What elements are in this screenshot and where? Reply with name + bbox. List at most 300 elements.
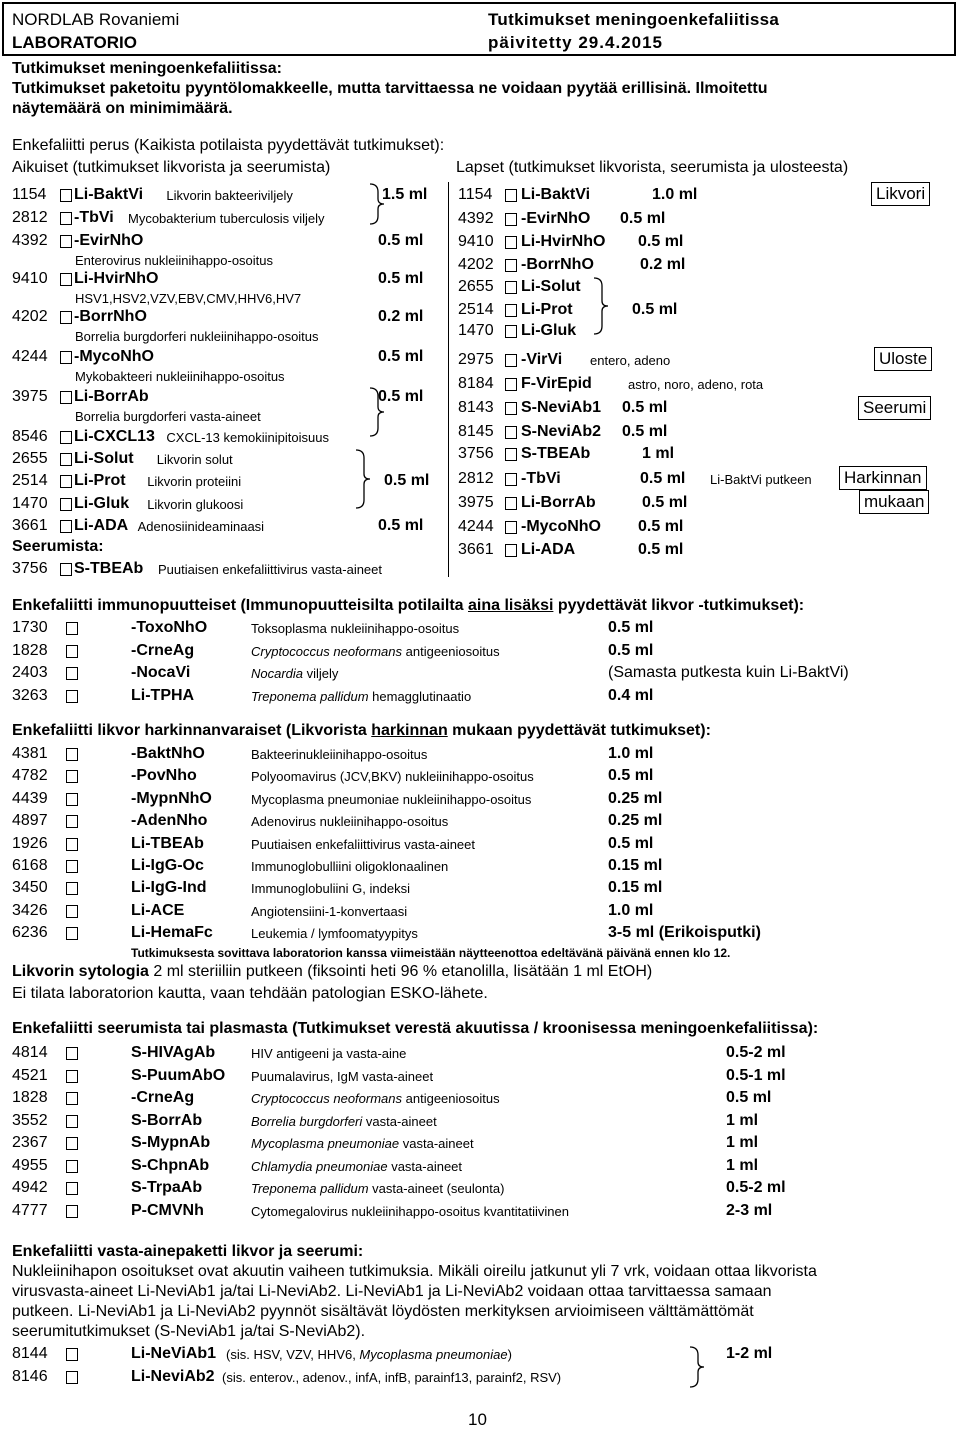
test-code: 2514	[458, 301, 494, 318]
test-name: -TbVi	[74, 209, 114, 226]
test-desc: astro, noro, adeno, rota	[628, 377, 764, 392]
test-note: Li-BaktVi putkeen	[710, 472, 812, 487]
test-code: 4942	[12, 1179, 48, 1196]
checkbox-icon[interactable]	[60, 311, 72, 324]
test-name: -BorrNhO	[74, 308, 147, 325]
test-desc	[251, 881, 410, 896]
test-desc: Mycobakterium tuberculosis viljely	[128, 211, 325, 226]
test-desc-text: vasta-aineet	[387, 1158, 463, 1174]
test-amount: 0.5 ml	[378, 270, 424, 287]
test-code: 3975	[12, 388, 48, 405]
test-name: S-ChpnAb	[131, 1156, 210, 1174]
checkbox-icon[interactable]	[505, 521, 517, 534]
test-desc: Borrelia burgdorferi vasta-aineet	[75, 409, 261, 424]
test-desc	[251, 1091, 500, 1106]
test-amount: 0.5 ml	[638, 233, 684, 250]
test-desc-text: Leukemia / lymfoomatyypitys	[251, 926, 418, 942]
brace-nevi	[688, 1345, 708, 1389]
test-code: 3426	[12, 901, 48, 919]
test-desc	[251, 904, 407, 919]
test-desc	[251, 1204, 569, 1219]
brace-baktvi	[368, 182, 388, 226]
test-code: 4202	[458, 256, 494, 273]
checkbox-icon[interactable]	[66, 690, 78, 703]
test-amount: 0.5 ml	[608, 641, 654, 659]
test-desc-organism: Nocardia	[251, 666, 304, 681]
test-code: 8144	[12, 1345, 48, 1362]
column-divider	[448, 182, 449, 577]
test-name: -BaktNhO	[131, 745, 205, 762]
checkbox-icon[interactable]	[66, 927, 78, 940]
test-code: 8145	[458, 423, 494, 440]
test-amount: 0.5 ml	[608, 834, 654, 852]
test-name: -NocaVi	[131, 664, 191, 681]
checkbox-icon[interactable]	[66, 905, 78, 918]
test-amount: 0.15 ml	[608, 879, 663, 897]
test-code: 3756	[12, 560, 48, 577]
test-desc: Enterovirus nukleiinihappo-osoitus	[75, 253, 274, 268]
test-desc	[251, 769, 534, 784]
checkbox-icon[interactable]	[66, 1137, 78, 1150]
test-code: 1154	[458, 186, 493, 203]
test-name: -MycoNhO	[74, 348, 154, 365]
test-amount: (Samasta putkesta kuin Li-BaktVi)	[608, 664, 849, 681]
checkbox-icon[interactable]	[66, 860, 78, 873]
checkbox-icon[interactable]	[60, 475, 72, 488]
checkbox-icon[interactable]	[505, 213, 517, 226]
checkbox-icon[interactable]	[66, 838, 78, 851]
likvori-box: Likvori	[871, 182, 930, 206]
test-amount: 0.2 ml	[640, 256, 686, 273]
test-code: 1828	[12, 1089, 48, 1106]
lab-dept: LABORATORIO	[12, 33, 137, 52]
checkbox-icon[interactable]	[60, 351, 72, 364]
test-name: Li-TPHA	[131, 686, 195, 704]
test-desc-text: hemagglutinaatio	[368, 688, 472, 704]
test-name: Li-IgG-Ind	[131, 879, 207, 897]
intro-line1: Tutkimukset paketoitu pyyntölomakkeelle, mutta tarvittaessa ne voidaan pyytää erillisinä. Ilmoitettu	[12, 80, 768, 97]
test-code: 3450	[12, 879, 48, 897]
test-desc-text: HIV antigeeni ja vasta-aine	[251, 1046, 407, 1061]
brace-children-solut	[592, 276, 612, 336]
test-amount: 0.5 ml	[378, 517, 424, 534]
checkbox-icon[interactable]	[66, 770, 78, 783]
test-name: Li-HvirNhO	[521, 233, 606, 250]
test-desc	[251, 1046, 406, 1061]
test-desc	[251, 926, 418, 941]
test-code: 6236	[12, 924, 48, 942]
test-name: F-VirEpid	[521, 375, 592, 392]
test-amount: 1.0 ml	[608, 745, 654, 762]
checkbox-icon[interactable]	[66, 1115, 78, 1128]
test-code: 2367	[12, 1134, 48, 1151]
test-desc-organism: Cryptococcus neoformans	[251, 643, 403, 659]
checkbox-icon[interactable]	[66, 815, 78, 828]
test-amount: 0.5 ml	[378, 388, 424, 405]
test-desc-organism: Borrelia burgdorferi	[251, 1113, 363, 1129]
harkinnan-title: Enkefaliitti likvor harkinnanvaraiset (Likvorista harkinnan mukaan pyydettävät tutkimukset):	[12, 722, 711, 739]
test-desc	[251, 1136, 474, 1151]
test-name: S-BorrAb	[131, 1111, 203, 1129]
doc-title: Tutkimukset meningoenkefaliitissa	[488, 10, 780, 29]
test-amount: 0.5 ml	[378, 232, 424, 249]
test-desc: Mykobakteeri nukleiinihappo-osoitus	[75, 369, 285, 384]
test-desc	[251, 1114, 437, 1129]
checkbox-icon[interactable]	[66, 882, 78, 895]
test-desc-organism: Treponema pallidum	[251, 1181, 369, 1196]
test-amount: 0.5-2 ml	[726, 1179, 786, 1196]
adults-header: Aikuiset (tutkimukset likvorista ja seerumista)	[12, 159, 331, 176]
test-desc: Adenosiinideaminaasi	[137, 519, 265, 534]
test-desc-text: Mycoplasma pneumoniae nukleiinihappo-osoitus	[251, 791, 532, 807]
mukaan-box: mukaan	[859, 490, 929, 514]
test-name: S-NeviAb2	[521, 423, 602, 440]
test-code: 9410	[458, 233, 494, 250]
test-desc-text: viljely	[303, 666, 339, 681]
test-desc	[251, 859, 448, 874]
checkbox-icon[interactable]	[66, 1092, 78, 1105]
test-code: 3661	[12, 517, 48, 534]
test-code: 3661	[458, 541, 494, 558]
doc-date: päivitetty 29.4.2015	[488, 33, 663, 52]
checkbox-icon[interactable]	[60, 563, 72, 576]
brace-solut	[354, 448, 374, 510]
test-amount: 0.5-2 ml	[726, 1044, 786, 1061]
paketti-p2: virusvasta-aineet Li-NeviAb1 ja/tai Li-NeviAb2. Li-NeviAb1 ja Li-NeviAb2 voidaan ottaa tarvittaessa samaan	[12, 1283, 772, 1300]
checkbox-icon[interactable]	[66, 1205, 78, 1218]
test-desc-text: antigeeniosoitus	[402, 643, 500, 659]
test-desc-text: Immunoglobuliini G, indeksi	[251, 881, 410, 897]
checkbox-icon[interactable]	[66, 622, 78, 635]
checkbox-icon[interactable]	[505, 259, 517, 272]
test-name: Li-Solut	[521, 278, 581, 295]
test-code: 8143	[458, 399, 494, 416]
test-code: 4244	[458, 518, 494, 535]
checkbox-icon[interactable]	[505, 448, 517, 461]
test-name: Li-TBEAb	[131, 834, 204, 852]
test-code: 3552	[12, 1111, 48, 1129]
sytologia-line2: Ei tilata laboratorion kautta, vaan tehdään patologian ESKO-lähete.	[12, 985, 488, 1002]
test-amount: 0.4 ml	[608, 686, 654, 704]
test-name: Li-Prot	[74, 472, 126, 489]
test-code: 4521	[12, 1066, 48, 1084]
seerumi-box: Seerumi	[858, 396, 931, 420]
test-name: Li-Gluk	[521, 322, 577, 339]
test-name: -CrneAg	[131, 641, 195, 659]
test-amount: 1.5 ml	[382, 186, 428, 203]
test-amount: 0.15 ml	[608, 857, 663, 874]
test-name: Li-BorrAb	[521, 494, 596, 511]
test-amount: 0.5 ml	[726, 1089, 772, 1106]
seerumi-title: Enkefaliitti seerumista tai plasmasta (Tutkimukset verestä akuutissa / kroonisessa meningoenkefaliitissa):	[12, 1020, 819, 1037]
test-code: 9410	[12, 270, 48, 287]
test-amount: 1 ml	[726, 1156, 759, 1174]
test-desc-text: Immunoglobulliini oligoklonaalinen	[251, 859, 449, 874]
test-code: 2812	[458, 470, 494, 487]
test-desc	[251, 666, 338, 681]
checkbox-icon[interactable]	[60, 235, 72, 248]
test-name: Li-NeViAb1	[131, 1345, 217, 1362]
test-amount: 0.5 ml	[622, 423, 668, 440]
paketti-title: Enkefaliitti vasta-ainepaketti likvor ja seerumi:	[12, 1243, 364, 1260]
test-name: -ToxoNhO	[131, 619, 208, 636]
test-name: Li-ACE	[131, 901, 185, 919]
test-code: 4381	[12, 745, 48, 762]
test-amount: 3-5 ml (Erikoisputki)	[608, 924, 761, 942]
test-name: -EvirNhO	[74, 232, 144, 249]
test-name: Li-HemaFc	[131, 924, 213, 942]
checkbox-icon[interactable]	[505, 189, 517, 202]
test-desc: Likvorin bakteeriviljely	[166, 188, 293, 203]
test-amount: 0.5 ml	[642, 494, 688, 511]
test-desc-organism: Cryptococcus neoformans	[251, 1091, 403, 1106]
test-desc	[251, 621, 459, 636]
test-desc-organism: Treponema pallidum	[251, 688, 369, 704]
test-desc-text: )	[507, 1347, 512, 1362]
checkbox-icon[interactable]	[66, 748, 78, 761]
immuno-title: Enkefaliitti immunopuutteiset (Immunopuutteisilta potilailta aina lisäksi pyydettävät likvor -tutkimukset):	[12, 597, 805, 614]
harkinnan-note: Tutkimuksesta sovittava laboratorion kanssa viimeistään näytteenottoa edeltävänä päivänä ennen klo 12.	[131, 946, 731, 960]
test-desc-text: Bakteerinukleiinihappo-osoitus	[251, 747, 428, 762]
test-desc-text: (sis. enterov., adenov., infA, infB, parainf13, parainf2, RSV)	[222, 1370, 562, 1385]
page-number: 10	[468, 1410, 487, 1429]
checkbox-icon[interactable]	[66, 1070, 78, 1083]
test-amount: 2-3 ml	[726, 1201, 773, 1219]
test-desc-organism: Chlamydia pneumoniae	[251, 1158, 388, 1174]
test-name: -BorrNhO	[521, 256, 594, 273]
test-code: 1470	[12, 495, 48, 512]
test-name: Li-IgG-Oc	[131, 857, 204, 874]
test-desc	[251, 814, 448, 829]
test-amount: 0.2 ml	[378, 308, 424, 325]
lab-name: NORDLAB Rovaniemi	[12, 10, 180, 29]
test-name: Li-BorrAb	[74, 388, 149, 405]
test-amount: 0.5 ml	[638, 518, 684, 535]
checkbox-icon[interactable]	[505, 544, 517, 557]
brace-borrab	[368, 386, 388, 438]
checkbox-icon[interactable]	[66, 667, 78, 680]
test-desc	[251, 1159, 462, 1174]
test-code: 1154	[12, 186, 47, 203]
test-name: Li-ADA	[521, 541, 576, 558]
test-amount: 1 ml	[642, 445, 675, 462]
test-desc-text: (sis. HSV, VZV, HHV6,	[226, 1347, 360, 1362]
checkbox-icon[interactable]	[66, 1182, 78, 1195]
test-desc-text: Polyoomavirus (JCV,BKV) nukleiinihappo-osoitus	[251, 769, 534, 785]
checkbox-icon[interactable]	[66, 645, 78, 658]
document-header	[2, 2, 956, 56]
checkbox-icon[interactable]	[505, 304, 517, 317]
test-name: S-TBEAb	[521, 445, 591, 462]
checkbox-icon[interactable]	[60, 391, 72, 404]
test-desc: entero, adeno	[590, 353, 671, 368]
checkbox-icon[interactable]	[66, 1160, 78, 1173]
test-desc	[251, 1181, 504, 1196]
test-amount: 0.5 ml	[632, 301, 678, 318]
test-code: 8146	[12, 1368, 48, 1385]
test-code: 2514	[12, 472, 48, 489]
test-code: 8184	[458, 375, 494, 392]
test-desc	[251, 644, 500, 659]
test-desc-text: antigeeniosoitus	[402, 1091, 500, 1106]
test-amount: 0.5 ml	[608, 767, 654, 785]
test-amount: 0.5 ml	[622, 399, 668, 416]
test-desc-text: Adenovirus nukleiinihappo-osoitus	[251, 814, 449, 830]
test-desc-text: vasta-aineet	[399, 1136, 474, 1151]
test-amount: 0.25 ml	[608, 789, 663, 807]
test-code: 4782	[12, 767, 48, 785]
test-name: Li-CXCL13	[74, 428, 155, 445]
test-code: 4814	[12, 1044, 48, 1061]
test-amount: 1 ml	[726, 1111, 759, 1129]
test-name: -AdenNho	[131, 812, 208, 830]
test-name: -VirVi	[521, 351, 563, 368]
test-name: -PovNho	[131, 767, 197, 785]
checkbox-icon[interactable]	[60, 189, 72, 202]
test-name: S-NeviAb1	[521, 399, 602, 416]
test-desc: HSV1,HSV2,VZV,EBV,CMV,HHV6,HV7	[75, 291, 302, 306]
test-code: 2655	[12, 450, 48, 467]
test-name: Li-Solut	[74, 450, 134, 467]
paketti-p3: putkeen. Li-NeviAb1 ja Li-NeviAb2 pyynnöt sisältävät löydösten merkityksen arvioimiseen välttämättömät	[12, 1303, 754, 1320]
test-code: 1828	[12, 641, 48, 659]
checkbox-icon[interactable]	[505, 325, 517, 338]
test-amount: 0.5 ml	[638, 541, 684, 558]
test-desc-organism: Mycoplasma pneumoniae	[251, 1136, 400, 1151]
test-code: 3756	[458, 445, 494, 462]
test-code: 1470	[458, 322, 494, 339]
test-desc: Likvorin glukoosi	[147, 497, 244, 512]
test-desc: CXCL-13 kemokiinipitoisuus	[166, 430, 329, 445]
test-desc	[251, 1069, 433, 1084]
test-name: -CrneAg	[131, 1089, 195, 1106]
harkinnan-box: Harkinnan	[839, 466, 927, 490]
test-amount: 0.5 ml	[640, 470, 686, 487]
test-code: 3263	[12, 686, 48, 704]
checkbox-icon[interactable]	[66, 1371, 78, 1384]
test-name: Li-BaktVi	[521, 186, 591, 203]
sytologia-line: Likvorin sytologia 2 ml steriiliin putkeen (fiksointi heti 96 % etanolilla, lisätään 1 ml EtOH)	[12, 963, 653, 980]
test-desc-text: vasta-aineet (seulonta)	[368, 1181, 505, 1196]
checkbox-icon[interactable]	[505, 402, 517, 415]
test-name: Li-Gluk	[74, 495, 130, 512]
checkbox-icon[interactable]	[60, 520, 72, 533]
checkbox-icon[interactable]	[60, 431, 72, 444]
test-amount: 1 ml	[726, 1134, 759, 1151]
checkbox-icon[interactable]	[66, 793, 78, 806]
intro-line2: näytemäärä on minimimäärä.	[12, 100, 233, 117]
test-name: S-MypnAb	[131, 1134, 211, 1151]
test-desc	[251, 837, 475, 852]
uloste-box: Uloste	[874, 347, 932, 371]
test-code: 2655	[458, 278, 494, 295]
test-desc: Likvorin proteiini	[147, 474, 242, 489]
test-desc: Likvorin solut	[156, 452, 233, 467]
test-code: 1730	[12, 619, 48, 636]
test-name: -MycoNhO	[521, 518, 601, 535]
test-amount: 1.0 ml	[652, 186, 698, 203]
test-amount: 0.5-1 ml	[726, 1066, 786, 1084]
test-name: S-HIVAgAb	[131, 1044, 216, 1061]
test-name: -TbVi	[521, 470, 561, 487]
test-code: 4392	[458, 210, 494, 227]
test-name: Li-Prot	[521, 301, 573, 318]
test-desc-text: Cytomegalovirus nukleiinihappo-osoitus kvantitatiivinen	[251, 1203, 569, 1219]
checkbox-icon[interactable]	[505, 378, 517, 391]
checkbox-icon[interactable]	[60, 212, 72, 225]
test-amount: 0.5 ml	[378, 348, 424, 365]
test-amount: 1-2 ml	[726, 1345, 773, 1362]
test-name: Li-HvirNhO	[74, 270, 159, 287]
test-desc-organism: Mycoplasma pneumoniae	[359, 1347, 508, 1362]
test-amount: 0.25 ml	[608, 812, 663, 830]
test-name: -MypnNhO	[131, 789, 212, 807]
test-code: 2812	[12, 209, 48, 226]
test-amount: 0.5 ml	[384, 472, 430, 489]
test-code: 4955	[12, 1156, 48, 1174]
test-desc-text: Angiotensiini-1-konvertaasi	[251, 903, 408, 919]
checkbox-icon[interactable]	[505, 236, 517, 249]
checkbox-icon[interactable]	[66, 1047, 78, 1060]
test-amount: 0.5 ml	[620, 210, 666, 227]
intro-title: Tutkimukset meningoenkefaliitissa:	[12, 60, 282, 77]
test-desc-text: vasta-aineet	[362, 1113, 437, 1129]
test-code: 3975	[458, 494, 494, 511]
test-name: -EvirNhO	[521, 210, 591, 227]
paketti-p4: seerumitutkimukset (S-NeviAb1 ja/tai S-NeviAb2).	[12, 1323, 366, 1340]
test-desc	[251, 689, 471, 704]
test-name: P-CMVNh	[131, 1201, 204, 1219]
test-desc	[251, 747, 427, 762]
paketti-p1: Nukleiinihapon osoitukset ovat akuutin vaiheen tutkimuksia. Mikäli oireilu jatkunut yli 7 vrk, voidaan ottaa likvorista	[12, 1263, 817, 1280]
test-code: 4244	[12, 348, 48, 365]
test-desc-text: Puutiaisen enkefaliittivirus vasta-aineet	[251, 836, 476, 852]
checkbox-icon[interactable]	[505, 497, 517, 510]
test-code: 4777	[12, 1201, 48, 1219]
children-header: Lapset (tutkimukset likvorista, seerumista ja ulosteesta)	[456, 159, 849, 176]
perus-title: Enkefaliitti perus (Kaikista potilaista pyydettävät tutkimukset):	[12, 137, 445, 154]
test-code: 4202	[12, 308, 48, 325]
checkbox-icon[interactable]	[66, 1348, 78, 1361]
test-name: Li-BaktVi	[74, 186, 144, 203]
checkbox-icon[interactable]	[505, 281, 517, 294]
test-name: S-TBEAb	[74, 560, 144, 577]
checkbox-icon[interactable]	[505, 426, 517, 439]
checkbox-icon[interactable]	[60, 453, 72, 466]
test-code: 4897	[12, 812, 48, 830]
test-desc: Borrelia burgdorferi nukleiinihappo-osoitus	[75, 329, 319, 344]
test-code: 2975	[458, 351, 494, 368]
test-desc	[226, 1347, 512, 1362]
test-name: S-PuumAbO	[131, 1066, 226, 1084]
test-code: 2403	[12, 664, 48, 681]
test-desc-text: Toksoplasma nukleiinihappo-osoitus	[251, 621, 460, 636]
test-code: 1926	[12, 834, 48, 852]
test-amount: 1.0 ml	[608, 901, 654, 919]
seerumista-label: Seerumista:	[12, 538, 104, 555]
test-code: 8546	[12, 428, 48, 445]
checkbox-icon[interactable]	[505, 473, 517, 486]
test-desc	[222, 1370, 561, 1385]
test-code: 6168	[12, 857, 48, 874]
checkbox-icon[interactable]	[60, 498, 72, 511]
checkbox-icon[interactable]	[60, 273, 72, 286]
test-code: 4439	[12, 789, 48, 807]
test-code: 4392	[12, 232, 48, 249]
test-name: Li-ADA	[74, 517, 129, 534]
checkbox-icon[interactable]	[505, 354, 517, 367]
test-desc: Puutiaisen enkefaliittivirus vasta-aineet	[158, 562, 383, 577]
